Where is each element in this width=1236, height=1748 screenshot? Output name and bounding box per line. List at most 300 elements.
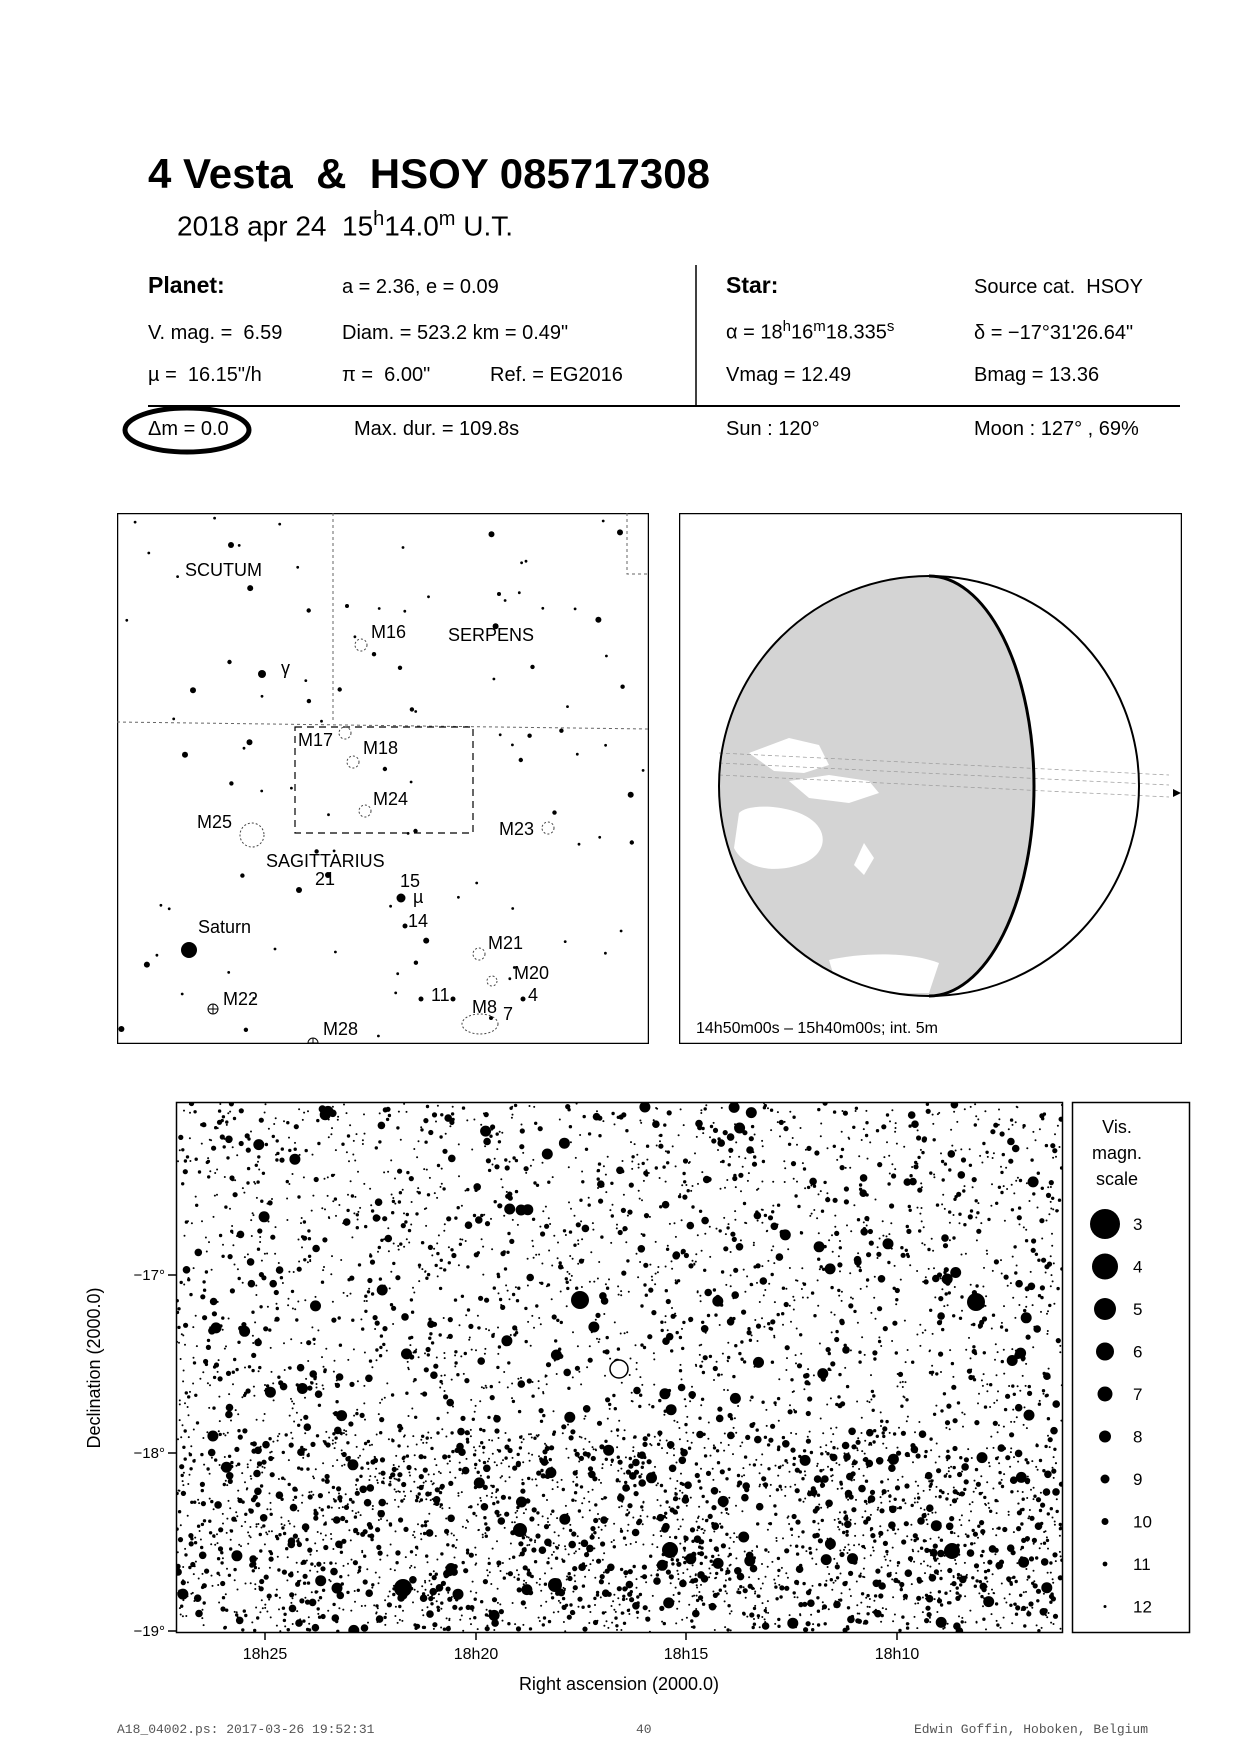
field-star (616, 1428, 619, 1431)
field-star (496, 1500, 499, 1503)
field-star (581, 1437, 583, 1439)
field-star (605, 1174, 607, 1176)
field-star (268, 1599, 270, 1601)
finder-star (410, 781, 413, 784)
field-star (184, 1548, 186, 1550)
field-star (897, 1528, 899, 1530)
field-star (946, 1523, 954, 1531)
field-star (816, 1217, 818, 1219)
field-star (711, 1555, 714, 1558)
field-star (563, 1587, 565, 1589)
field-star (893, 1432, 896, 1435)
field-star (876, 1435, 879, 1438)
field-star (389, 1591, 391, 1593)
field-star (680, 1108, 682, 1110)
field-star (545, 1601, 547, 1603)
field-star (917, 1156, 920, 1159)
field-star (579, 1134, 581, 1136)
field-star (292, 1308, 294, 1310)
field-star (548, 1620, 551, 1623)
field-star (830, 1369, 832, 1371)
field-star (300, 1467, 303, 1470)
field-star (777, 1397, 780, 1400)
field-star (408, 1471, 410, 1473)
field-star (432, 1622, 437, 1627)
field-star (283, 1120, 285, 1122)
field-star (322, 1515, 324, 1517)
field-star (641, 1473, 643, 1475)
field-star (425, 1491, 430, 1496)
field-star (497, 1203, 502, 1208)
field-star (679, 1336, 682, 1339)
finder-star (338, 687, 342, 691)
field-star (641, 1461, 644, 1464)
field-star (655, 1241, 657, 1243)
field-star (222, 1115, 225, 1118)
field-star (782, 1537, 784, 1539)
field-star (531, 1395, 534, 1398)
field-star (1059, 1523, 1062, 1526)
field-star (699, 1486, 702, 1489)
field-star (179, 1464, 184, 1469)
field-star (522, 1152, 524, 1154)
field-star (311, 1326, 313, 1328)
field-star (471, 1149, 473, 1151)
field-star (667, 1150, 670, 1153)
field-star (232, 1383, 234, 1385)
field-star (583, 1115, 586, 1118)
field-star (305, 1449, 307, 1451)
field-star (856, 1440, 861, 1445)
field-star (579, 1436, 581, 1438)
field-star (738, 1156, 740, 1158)
field-star (775, 1404, 777, 1406)
field-star (659, 1439, 661, 1441)
field-star (623, 1570, 628, 1575)
field-star (440, 1503, 443, 1506)
field-star (899, 1381, 901, 1383)
field-star (468, 1339, 470, 1341)
field-star (504, 1456, 507, 1459)
field-star (895, 1288, 900, 1293)
field-star (730, 1274, 732, 1276)
field-star (384, 1599, 386, 1601)
field-star (651, 1310, 656, 1315)
field-star (744, 1222, 746, 1224)
field-star (180, 1614, 182, 1616)
field-star (675, 1236, 677, 1238)
field-star (248, 1365, 251, 1368)
field-star (323, 1545, 328, 1550)
field-star (369, 1444, 371, 1446)
field-star (730, 1251, 732, 1253)
field-star (273, 1399, 275, 1401)
field-star (703, 1532, 705, 1534)
field-star (918, 1421, 920, 1423)
field-star (850, 1519, 852, 1521)
field-star (483, 1465, 491, 1473)
field-star (187, 1406, 189, 1408)
field-star (292, 1437, 294, 1439)
field-star (293, 1526, 295, 1528)
field-star (776, 1488, 779, 1491)
field-star (796, 1280, 798, 1282)
field-star (470, 1590, 472, 1592)
finder-star (244, 1028, 248, 1032)
field-star (793, 1309, 795, 1311)
field-star (944, 1208, 946, 1210)
field-star (491, 1440, 493, 1442)
field-star (184, 1457, 187, 1460)
field-star (1025, 1306, 1027, 1308)
field-star (874, 1276, 876, 1278)
field-star (905, 1596, 907, 1598)
field-star (1012, 1124, 1014, 1126)
field-star (297, 1424, 300, 1427)
field-star (317, 1329, 319, 1331)
field-star (1046, 1193, 1051, 1198)
field-star (394, 1203, 396, 1205)
field-star (976, 1211, 979, 1214)
hour-unit: h (373, 208, 385, 230)
field-star (308, 1491, 310, 1493)
field-star (466, 1458, 468, 1460)
field-star (822, 1432, 824, 1434)
field-star (333, 1516, 341, 1524)
label-mu: µ (413, 887, 424, 907)
field-star (833, 1447, 835, 1449)
field-star (410, 1224, 412, 1226)
field-star (991, 1613, 993, 1615)
field-star (539, 1584, 541, 1586)
field-star (686, 1568, 688, 1570)
field-star (792, 1137, 794, 1139)
field-star (378, 1246, 381, 1249)
field-star (454, 1557, 456, 1559)
field-star (894, 1533, 896, 1535)
field-star (589, 1563, 591, 1565)
field-star (262, 1420, 264, 1422)
field-star (866, 1503, 868, 1505)
field-star (296, 1562, 298, 1564)
field-star (891, 1173, 896, 1178)
field-star (830, 1397, 832, 1399)
field-star (512, 1219, 514, 1221)
field-star (803, 1501, 805, 1503)
field-star (209, 1170, 211, 1172)
field-star (454, 1354, 456, 1356)
field-star (445, 1133, 447, 1135)
field-star (395, 1606, 397, 1608)
field-star (1007, 1285, 1009, 1287)
field-star (864, 1354, 866, 1356)
field-star (672, 1145, 674, 1147)
field-star (420, 1126, 422, 1128)
field-star (812, 1520, 815, 1523)
field-star (622, 1595, 625, 1598)
field-star (843, 1111, 848, 1116)
field-star (301, 1560, 306, 1565)
field-star (891, 1248, 893, 1250)
field-star (891, 1163, 893, 1165)
field-star (631, 1168, 633, 1170)
field-star (322, 1462, 324, 1464)
field-star (747, 1485, 749, 1487)
field-star (378, 1582, 380, 1584)
field-star (662, 1337, 670, 1345)
field-star (441, 1168, 443, 1170)
field-star (795, 1362, 797, 1364)
planet-parallax: π = 6.00" (342, 364, 431, 386)
field-star (590, 1535, 595, 1540)
field-star (391, 1438, 393, 1440)
field-star (451, 1450, 454, 1453)
field-star (359, 1207, 361, 1209)
field-star (944, 1162, 947, 1165)
field-star (986, 1250, 988, 1252)
field-star (465, 1240, 467, 1242)
field-star (784, 1586, 789, 1591)
field-star (304, 1423, 312, 1431)
field-star (779, 1135, 781, 1137)
field-star (866, 1225, 868, 1227)
field-star (963, 1488, 966, 1491)
field-star (1003, 1617, 1005, 1619)
field-star (842, 1442, 850, 1450)
field-star (916, 1596, 921, 1601)
field-star (397, 1472, 402, 1477)
field-star (527, 1285, 529, 1287)
field-star (669, 1506, 671, 1508)
field-star (276, 1589, 278, 1591)
field-star (345, 1493, 347, 1495)
field-star (546, 1499, 548, 1501)
field-star (216, 1194, 218, 1196)
field-star (831, 1589, 833, 1591)
field-star (777, 1575, 779, 1577)
field-star (794, 1484, 796, 1486)
field-star (262, 1466, 264, 1468)
field-star (504, 1527, 506, 1529)
field-star (617, 1285, 619, 1287)
field-star (576, 1476, 578, 1478)
field-star (202, 1583, 207, 1588)
field-star (349, 1276, 354, 1281)
field-star (938, 1352, 943, 1357)
field-star (991, 1183, 993, 1185)
field-star (579, 1199, 582, 1202)
field-star (484, 1348, 486, 1350)
field-star (605, 1458, 608, 1461)
field-star (454, 1216, 457, 1219)
field-star (767, 1612, 769, 1614)
field-star (989, 1383, 992, 1386)
field-star (1046, 1220, 1048, 1222)
field-star (504, 1445, 509, 1450)
field-star (372, 1508, 374, 1510)
field-star (382, 1343, 385, 1346)
field-star (1025, 1296, 1027, 1298)
finder-star (304, 679, 307, 682)
field-star (264, 1384, 266, 1386)
field-star (375, 1604, 378, 1607)
field-star (983, 1373, 985, 1375)
field-star (453, 1589, 464, 1600)
field-star (331, 1255, 333, 1257)
field-star (568, 1201, 570, 1203)
field-star (403, 1498, 405, 1500)
field-star (467, 1521, 469, 1523)
field-star (267, 1306, 269, 1308)
field-star (816, 1549, 818, 1551)
field-star (406, 1111, 408, 1113)
field-star (640, 1122, 642, 1124)
field-star (237, 1463, 240, 1466)
field-star (831, 1331, 833, 1333)
field-star (1037, 1629, 1040, 1632)
field-star (270, 1508, 272, 1510)
field-star (360, 1318, 362, 1320)
field-star (842, 1531, 845, 1534)
field-star (956, 1121, 958, 1123)
field-star (932, 1123, 934, 1125)
field-star (620, 1290, 622, 1292)
field-star (475, 1450, 477, 1452)
field-star (863, 1576, 865, 1578)
field-star (597, 1187, 599, 1189)
field-star (607, 1627, 609, 1629)
field-star (642, 1162, 645, 1165)
field-star (763, 1326, 765, 1328)
field-star (572, 1591, 574, 1593)
field-star (877, 1509, 879, 1511)
field-star (662, 1201, 670, 1209)
field-star (1043, 1393, 1045, 1395)
field-star (266, 1533, 268, 1535)
finder-star (574, 608, 577, 611)
field-star (539, 1620, 541, 1622)
field-star (488, 1329, 490, 1331)
field-star (649, 1555, 652, 1558)
field-star (458, 1264, 460, 1266)
field-star (581, 1171, 583, 1173)
field-star (660, 1505, 662, 1507)
field-star (1053, 1623, 1055, 1625)
field-star (616, 1479, 619, 1482)
field-star (490, 1385, 493, 1388)
field-star (744, 1487, 749, 1492)
field-star (508, 1571, 513, 1576)
field-star (723, 1130, 728, 1135)
field-star (607, 1156, 609, 1158)
field-star (887, 1261, 890, 1264)
field-star (1053, 1456, 1055, 1458)
field-star (419, 1267, 421, 1269)
field-star (782, 1287, 785, 1290)
field-star (754, 1134, 756, 1136)
field-star (426, 1529, 434, 1537)
field-star (544, 1539, 552, 1547)
field-star (795, 1520, 800, 1525)
field-star (688, 1263, 693, 1268)
field-star (316, 1562, 321, 1567)
field-star (367, 1468, 369, 1470)
field-star (653, 1119, 655, 1121)
field-star (697, 1552, 700, 1555)
field-star (477, 1315, 479, 1317)
field-star (762, 1602, 764, 1604)
field-star (582, 1584, 585, 1587)
field-star (588, 1466, 593, 1471)
field-star (1003, 1426, 1005, 1428)
field-star (337, 1119, 339, 1121)
field-star (935, 1523, 937, 1525)
finder-star (519, 758, 523, 762)
field-star (581, 1606, 584, 1609)
field-star (977, 1202, 979, 1204)
field-star (222, 1596, 225, 1599)
field-star (369, 1359, 372, 1362)
field-star (413, 1481, 415, 1483)
field-star (1005, 1394, 1010, 1399)
field-star (844, 1546, 846, 1548)
field-star (922, 1611, 924, 1613)
field-star (700, 1546, 703, 1549)
field-star (734, 1123, 736, 1125)
field-star (649, 1216, 651, 1218)
field-star (733, 1532, 735, 1534)
field-star (678, 1384, 686, 1392)
field-star (1011, 1622, 1013, 1624)
field-star (804, 1380, 809, 1385)
field-star (276, 1139, 279, 1142)
field-star (998, 1481, 1001, 1484)
finder-star (243, 747, 246, 750)
field-star (709, 1226, 711, 1228)
field-star (734, 1344, 737, 1347)
field-star (430, 1583, 432, 1585)
field-star (617, 1494, 625, 1502)
field-star (300, 1222, 302, 1224)
field-star (777, 1204, 780, 1207)
field-star (687, 1189, 690, 1192)
field-star (294, 1148, 297, 1151)
field-star (251, 1621, 253, 1623)
field-star (648, 1288, 653, 1293)
field-star (801, 1530, 804, 1533)
field-star (543, 1616, 546, 1619)
field-star (704, 1530, 706, 1532)
field-star (859, 1267, 861, 1269)
field-star (676, 1421, 678, 1423)
field-star (497, 1273, 500, 1276)
field-star (696, 1584, 698, 1586)
field-star (744, 1157, 746, 1159)
field-star (603, 1313, 605, 1315)
field-star (1030, 1489, 1032, 1491)
field-star (904, 1320, 906, 1322)
field-star (447, 1534, 449, 1536)
field-star (371, 1292, 374, 1295)
field-star (954, 1286, 956, 1288)
field-star (777, 1569, 780, 1572)
field-star (322, 1589, 325, 1592)
field-star (416, 1548, 418, 1550)
field-star (834, 1606, 836, 1608)
field-star (602, 1498, 604, 1500)
field-star (570, 1208, 572, 1210)
field-star (1003, 1373, 1005, 1375)
